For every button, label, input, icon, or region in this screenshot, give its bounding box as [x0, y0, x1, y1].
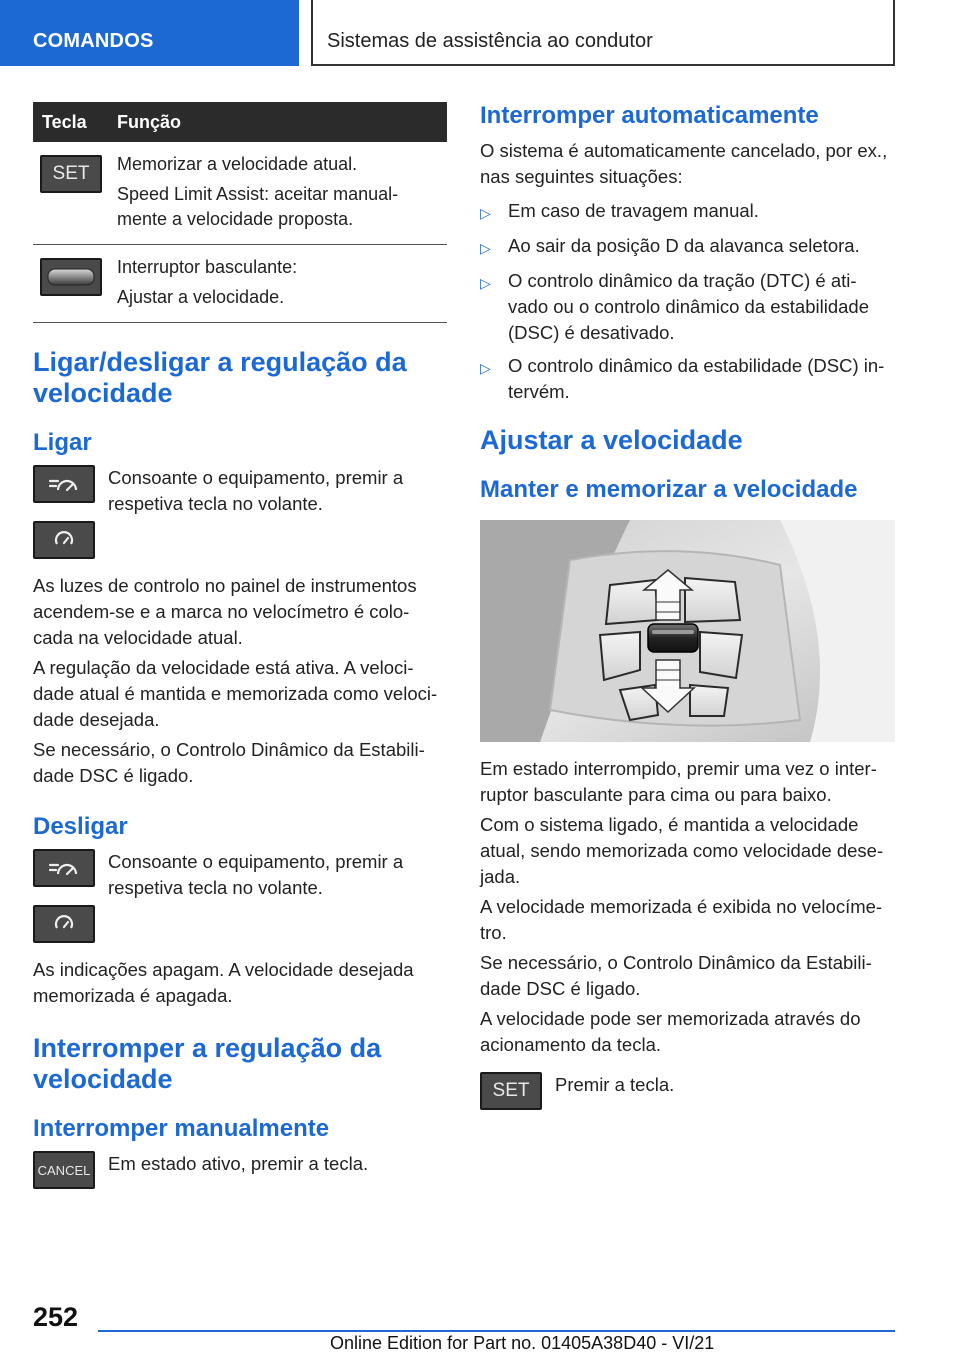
list-item: ▷ Em caso de travagem manual. — [480, 198, 895, 226]
triangle-bullet-icon: ▷ — [480, 205, 491, 221]
instruction-block — [33, 465, 447, 559]
subsection-heading: Desligar — [33, 813, 128, 840]
set-key-icon: SET — [40, 155, 102, 193]
subsection-heading: Ligar — [33, 429, 92, 456]
chapter-tab — [311, 0, 895, 66]
rocker-switch-icon — [40, 258, 102, 296]
paragraph: A regulação da velocidade está ativa. A veloci-dade atual é mantida e memorizada como veloci-dade desejada. — [33, 657, 438, 730]
instruction-text: Premir a tecla. — [555, 1074, 675, 1095]
row-line: Memorizar a velocidade atual. — [117, 154, 358, 174]
cruise-control-key-icon — [33, 465, 95, 503]
instruction-text: Consoante o equipamento, premir a respetiva tecla no volante. — [108, 851, 404, 898]
set-key-icon: SET — [480, 1072, 542, 1110]
cruise-control-key-icon — [33, 849, 95, 887]
cancel-key-icon: CANCEL — [33, 1151, 95, 1189]
triangle-bullet-icon: ▷ — [480, 275, 491, 291]
subsection-heading: Interromper manualmente — [33, 1115, 330, 1142]
footer-rule — [98, 1330, 895, 1332]
instruction-block — [33, 1151, 447, 1189]
instruction-text: Em estado ativo, premir a tecla. — [108, 1153, 369, 1174]
paragraph: Se necessário, o Controlo Dinâmico da Estabili-dade DSC é ligado. — [480, 952, 872, 999]
paragraph: Em estado interrompido, premir uma vez o inter-ruptor basculante para cima ou para baixo. — [480, 758, 877, 805]
row-line: Speed Limit Assist: aceitar manual-mente a velocidade proposta. — [117, 184, 399, 229]
paragraph: Com o sistema ligado, é mantida a velocidade atual, sendo memorizada como velocidade dese-jada. — [480, 814, 884, 887]
triangle-bullet-icon: ▷ — [480, 360, 491, 376]
table-header — [33, 102, 447, 142]
right-column — [480, 102, 895, 1110]
triangle-bullet-icon: ▷ — [480, 240, 491, 256]
list-item: ▷ O controlo dinâmico da estabilidade (DSC) in-tervém. — [480, 353, 895, 405]
section-heading: Ligar/desligar a regulação da velocidade — [33, 347, 407, 408]
chapter-title: Sistemas de assistência ao condutor — [327, 30, 653, 52]
paragraph: As luzes de controlo no painel de instrumentos acendem-se e a marca no velocímetro é colo-cada na velocidade atual. — [33, 575, 417, 648]
instruction-block — [33, 849, 447, 943]
edition-text: Online Edition for Part no. 01405A38D40 - VI/21 — [330, 1333, 715, 1353]
subsection-heading: Manter e memorizar a velocidade — [480, 476, 858, 503]
instruction-block — [480, 1072, 895, 1110]
steering-wheel-controls-image — [480, 520, 895, 742]
table-row — [33, 245, 447, 323]
header-function: Função — [117, 111, 182, 132]
page-number: 252 — [33, 1302, 79, 1332]
row-line: Ajustar a velocidade. — [117, 287, 285, 307]
section-heading: Ajustar a velocidade — [480, 425, 743, 455]
section-heading: Interromper a regulação da velocidade — [33, 1033, 382, 1094]
section-title: COMANDOS — [33, 30, 154, 52]
speed-limiter-key-icon — [33, 905, 95, 943]
subsection-heading: Interromper automaticamente — [480, 102, 819, 129]
list-item: ▷ Ao sair da posição D da alavanca seletora. — [480, 233, 895, 261]
key-function-table — [33, 102, 447, 323]
instruction-text: Consoante o equipamento, premir a respetiva tecla no volante. — [108, 467, 404, 514]
section-tab — [0, 0, 299, 66]
paragraph: Se necessário, o Controlo Dinâmico da Estabili-dade DSC é ligado. — [33, 739, 425, 786]
paragraph: A velocidade pode ser memorizada através do acionamento da tecla. — [480, 1008, 861, 1055]
speed-limiter-key-icon — [33, 521, 95, 559]
list-item: ▷ O controlo dinâmico da tração (DTC) é ati-vado ou o controlo dinâmico da estabilidade (DSC) é desativado. — [480, 268, 895, 346]
paragraph: A velocidade memorizada é exibida no velocíme-tro. — [480, 896, 883, 943]
paragraph: O sistema é automaticamente cancelado, por ex., nas seguintes situações: — [480, 140, 888, 187]
paragraph: As indicações apagam. A velocidade desejada memorizada é apagada. — [33, 959, 414, 1006]
header-key: Tecla — [42, 111, 87, 132]
left-column — [33, 102, 447, 1189]
bullet-list — [480, 198, 895, 405]
row-line: Interruptor basculante: — [117, 257, 298, 277]
table-row — [33, 142, 447, 245]
